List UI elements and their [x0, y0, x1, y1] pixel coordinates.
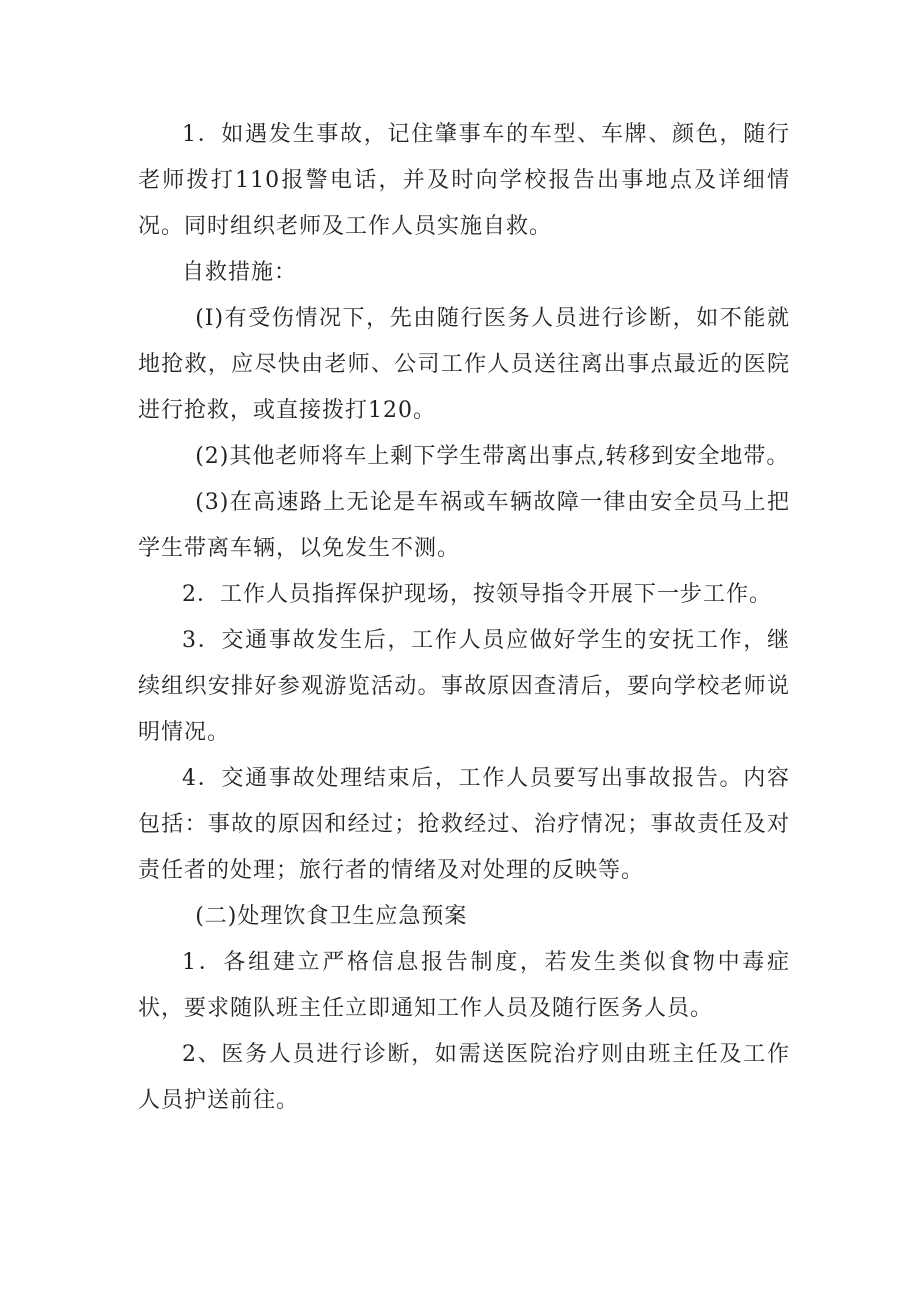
paragraph-protect-scene: 2．工作人员指挥保护现场，按领导指令开展下一步工作。: [182, 582, 772, 607]
paragraph-highway-safety: (3)在高速路上无论是车祸或车辆故障一律由安全员马上把学生带离车辆，以免发生不测。: [138, 490, 790, 561]
paragraph-reporting-system: 1．各组建立严格信息报告制度，若发生类似食物中毒症状，要求随队班主任立即通知工作人员及随行医务人员。: [138, 950, 790, 1021]
paragraph-injury-treatment: (I)有受伤情况下，先由随行医务人员进行诊断，如不能就地抢救，应尽快由老师、公司工作人员送往离出事点最近的医院进行抢救，或直接拨打120。: [138, 306, 790, 423]
document-body: [138, 112, 790, 1124]
paragraph-comfort-students: 3．交通事故发生后，工作人员应做好学生的安抚工作，继续组织安排好参观游览活动。事故原因查清后，要向学校老师说明情况。: [138, 628, 790, 745]
paragraph-medical-diagnosis: 2、医务人员进行诊断，如需送医院治疗则由班主任及工作人员护送前往。: [138, 1042, 790, 1113]
paragraph-evacuate-students: (2)其他老师将车上剩下学生带离出事点,转移到安全地带。: [195, 444, 790, 469]
paragraph-accident-summary: 4．交通事故处理结束后，工作人员要写出事故报告。内容包括：事故的原因和经过；抢救经过、治疗情况；事故责任及对责任者的处理；旅行者的情绪及对处理的反映等。: [138, 766, 790, 883]
paragraph-self-rescue-heading: 自救措施：: [182, 260, 298, 285]
section-heading-food-hygiene: (二)处理饮食卫生应急预案: [195, 904, 468, 929]
paragraph-accident-report: 1．如遇发生事故，记住肇事车的车型、车牌、颜色，随行老师拨打110报警电话，并及时向学校报告出事地点及详细情况。同时组织老师及工作人员实施自救。: [138, 122, 790, 239]
